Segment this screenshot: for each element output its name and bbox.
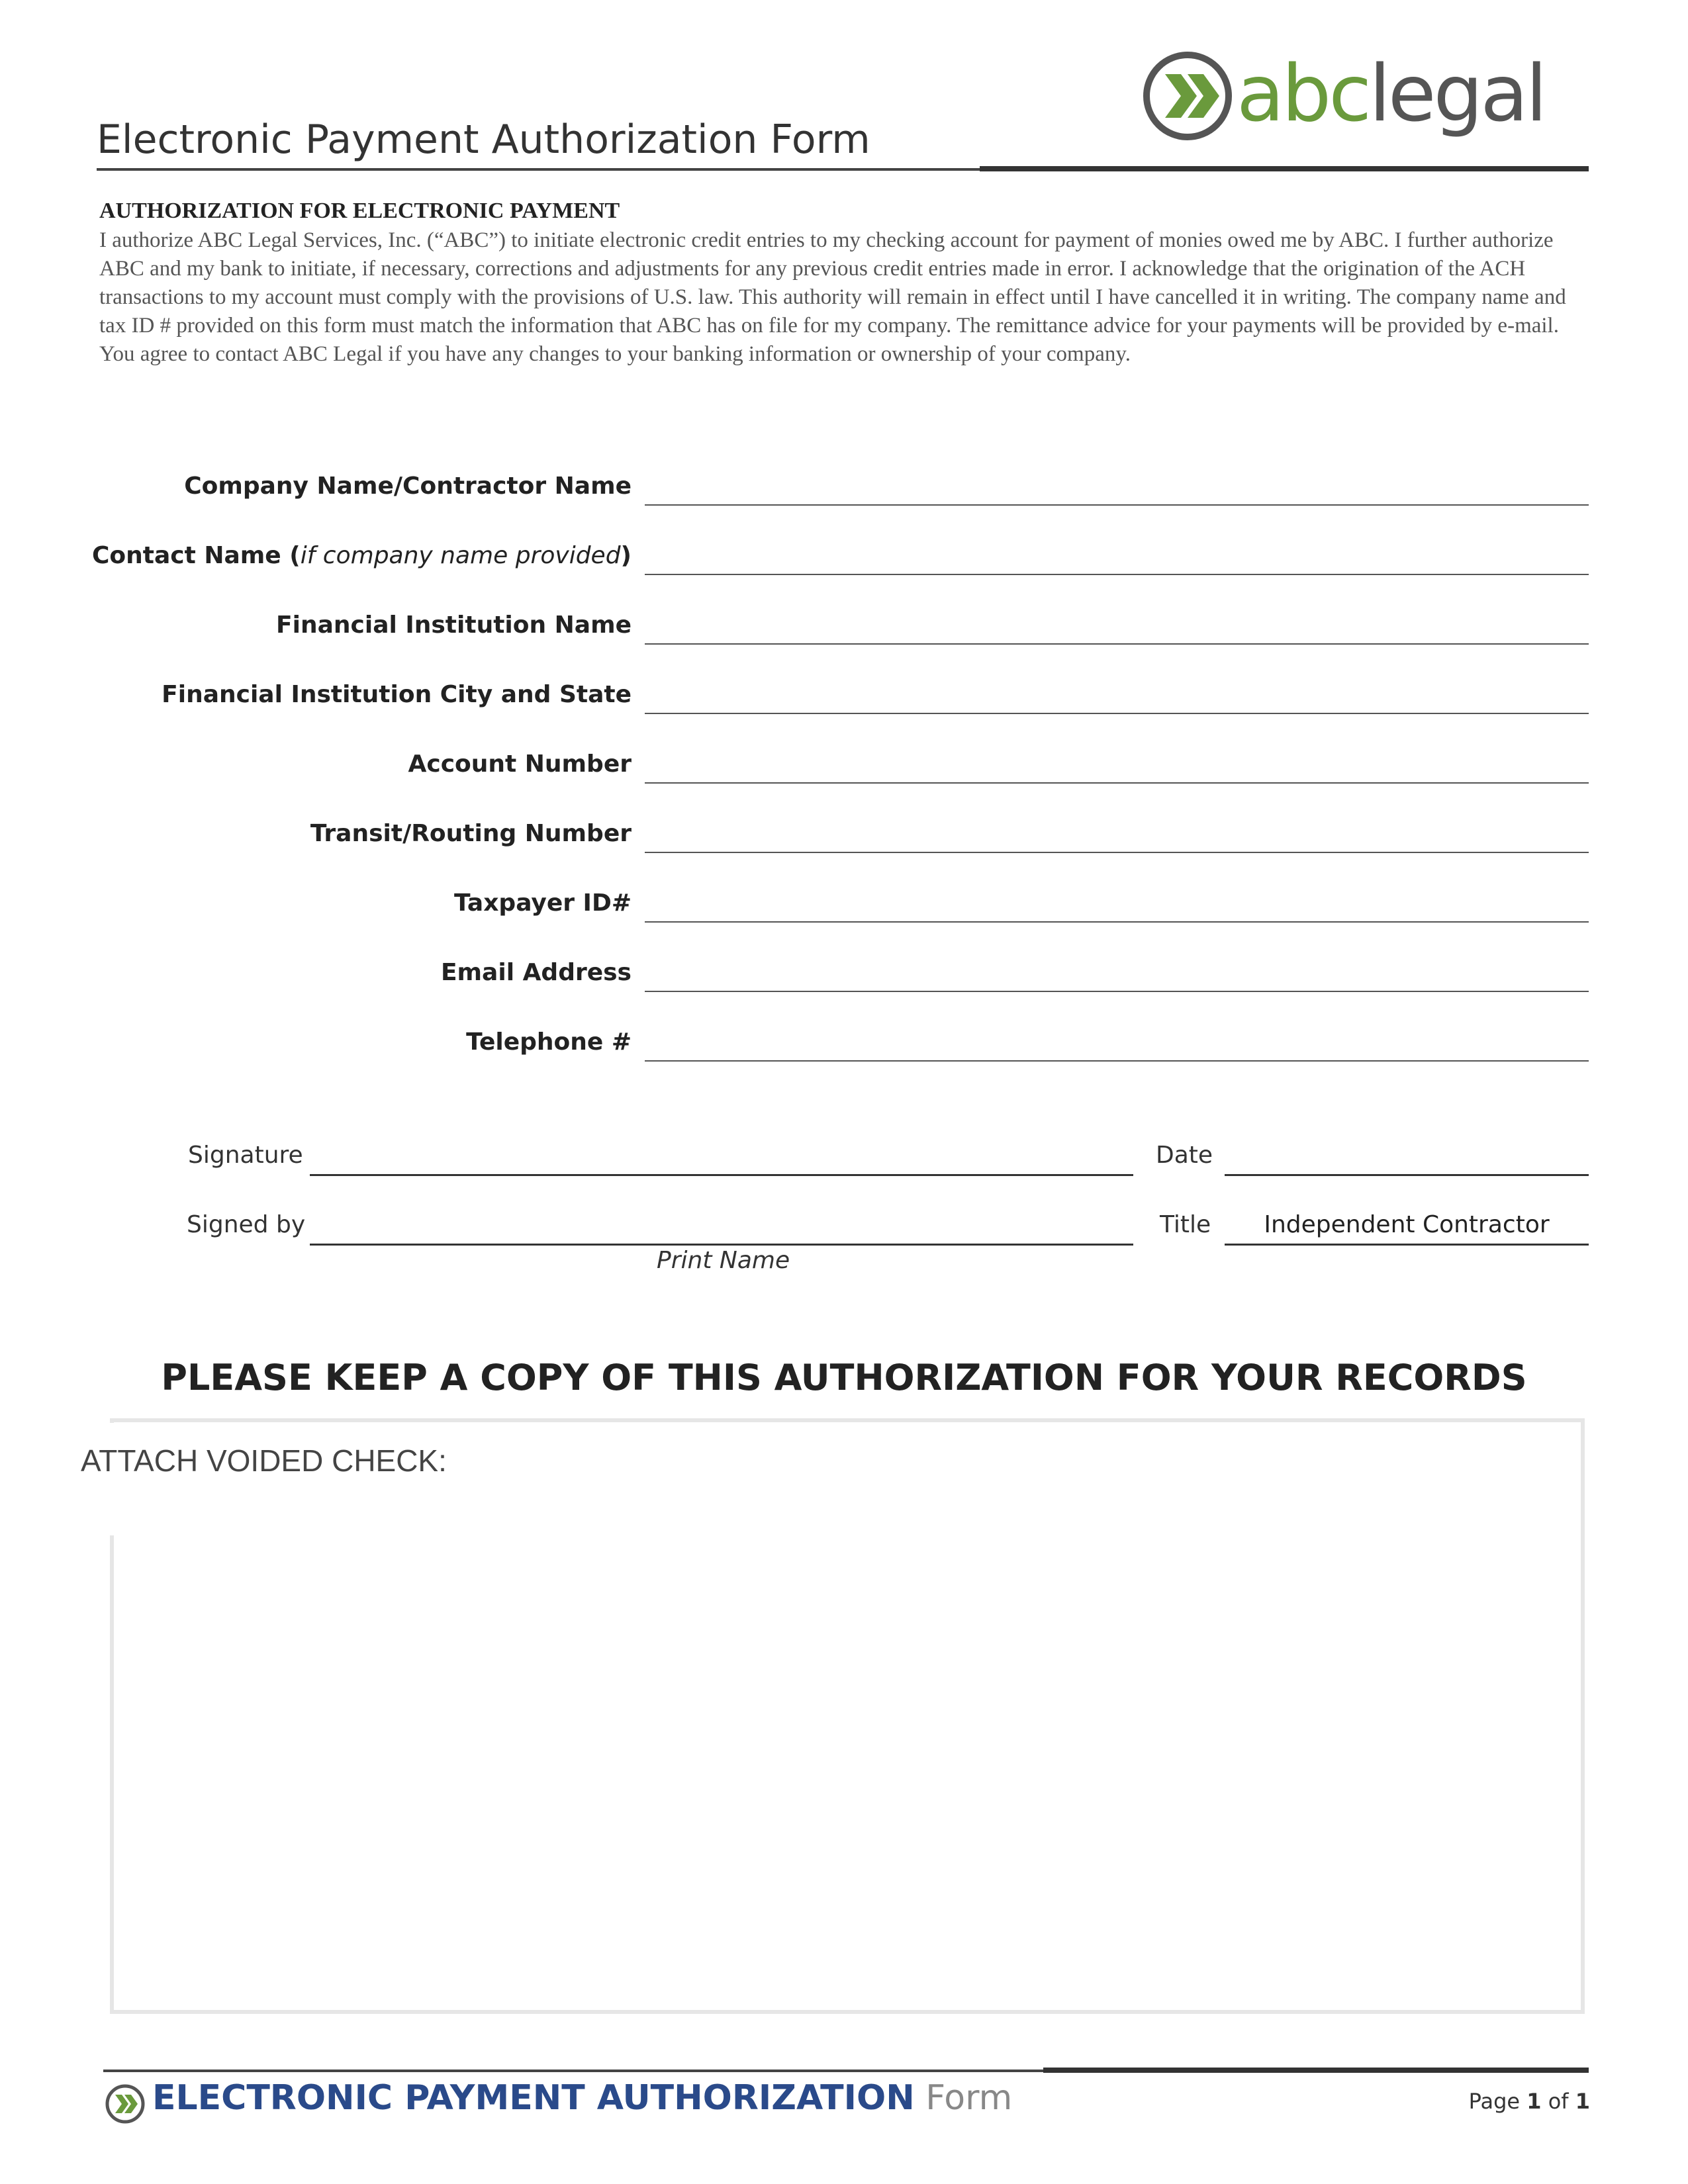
- email-field[interactable]: [645, 991, 1589, 992]
- account-number-field[interactable]: [645, 782, 1589, 784]
- institution-name-field[interactable]: [645, 643, 1589, 645]
- abc-legal-logo: [1140, 46, 1577, 146]
- attach-voided-check-label: ATTACH VOIDED CHECK:: [81, 1443, 447, 1478]
- institution-city-state-field[interactable]: [645, 713, 1589, 714]
- company-name-field[interactable]: [645, 504, 1589, 506]
- authorization-heading: AUTHORIZATION FOR ELECTRONIC PAYMENT: [99, 199, 620, 223]
- signature-field[interactable]: [310, 1174, 1133, 1176]
- contact-name-label-main: Contact Name (: [91, 542, 301, 569]
- title-field[interactable]: [1225, 1244, 1589, 1246]
- footer-rule-thick: [1043, 2068, 1589, 2073]
- page-of: of: [1541, 2089, 1575, 2114]
- authorization-body: I authorize ABC Legal Services, Inc. (“ABC”) to initiate electronic credit entries to my checking account for payment of monies owed me by ABC. I further authorize ABC and my bank to initiate, if necessary, corrections and adjustments for any previous credit entries made in error. I acknowledge that the origination of the ACH transactions to my account must comply with the provisions of U.S. law. This authority will remain in effect until I have cancelled it in writing. The company name and tax ID # provided on this form must match the information that ABC has on file for my company. The remittance advice for your payments will be provided by e-mail. You agree to contact ABC Legal if you have any changes to your banking information or ownership of your company.: [99, 228, 1566, 366]
- routing-number-label: Transit/Routing Number: [310, 820, 632, 847]
- signature-label: Signature: [188, 1142, 303, 1169]
- page-current: 1: [1526, 2089, 1542, 2114]
- footer-title: [152, 2078, 1012, 2118]
- footer-chevron-icon: [105, 2083, 146, 2124]
- header-rule: [97, 168, 980, 171]
- contact-name-label: [92, 542, 632, 569]
- email-label: Email Address: [440, 959, 632, 986]
- page-total: 1: [1575, 2089, 1590, 2114]
- form-title: Electronic Payment Authorization Form: [97, 116, 870, 163]
- institution-name-label: Financial Institution Name: [276, 612, 632, 639]
- logo-chevron-icon: [1165, 74, 1219, 118]
- page-prefix: Page: [1468, 2089, 1527, 2114]
- page-number: [1469, 2089, 1590, 2114]
- check-label-background: [79, 1423, 490, 1535]
- print-name-caption: Print Name: [657, 1247, 790, 1274]
- footer-rule: [103, 2070, 1043, 2072]
- taxpayer-id-field[interactable]: [645, 921, 1589, 923]
- logo-text: abclegal: [1237, 48, 1545, 139]
- contact-name-label-close: ): [620, 542, 632, 569]
- header-rule-thick: [980, 166, 1589, 171]
- signed-by-label: Signed by: [187, 1211, 306, 1238]
- company-name-label: Company Name/Contractor Name: [184, 473, 632, 500]
- date-field[interactable]: [1225, 1174, 1589, 1176]
- footer-title-light: Form: [925, 2078, 1013, 2118]
- account-number-label: Account Number: [408, 751, 632, 778]
- date-label: Date: [1156, 1142, 1213, 1169]
- telephone-field[interactable]: [645, 1060, 1589, 1062]
- title-label: Title: [1160, 1211, 1211, 1238]
- telephone-label: Telephone #: [466, 1028, 632, 1056]
- contact-name-label-note: if company name provided: [300, 542, 621, 569]
- contact-name-field[interactable]: [645, 574, 1589, 575]
- signed-by-field[interactable]: [310, 1244, 1133, 1246]
- footer-title-strong: ELECTRONIC PAYMENT AUTHORIZATION: [152, 2078, 915, 2118]
- title-value: Independent Contractor: [1264, 1211, 1550, 1238]
- keep-copy-notice: PLEASE KEEP A COPY OF THIS AUTHORIZATION FOR YOUR RECORDS: [161, 1357, 1527, 1398]
- taxpayer-id-label: Taxpayer ID#: [454, 889, 632, 917]
- institution-city-state-label: Financial Institution City and State: [162, 681, 632, 708]
- routing-number-field[interactable]: [645, 852, 1589, 853]
